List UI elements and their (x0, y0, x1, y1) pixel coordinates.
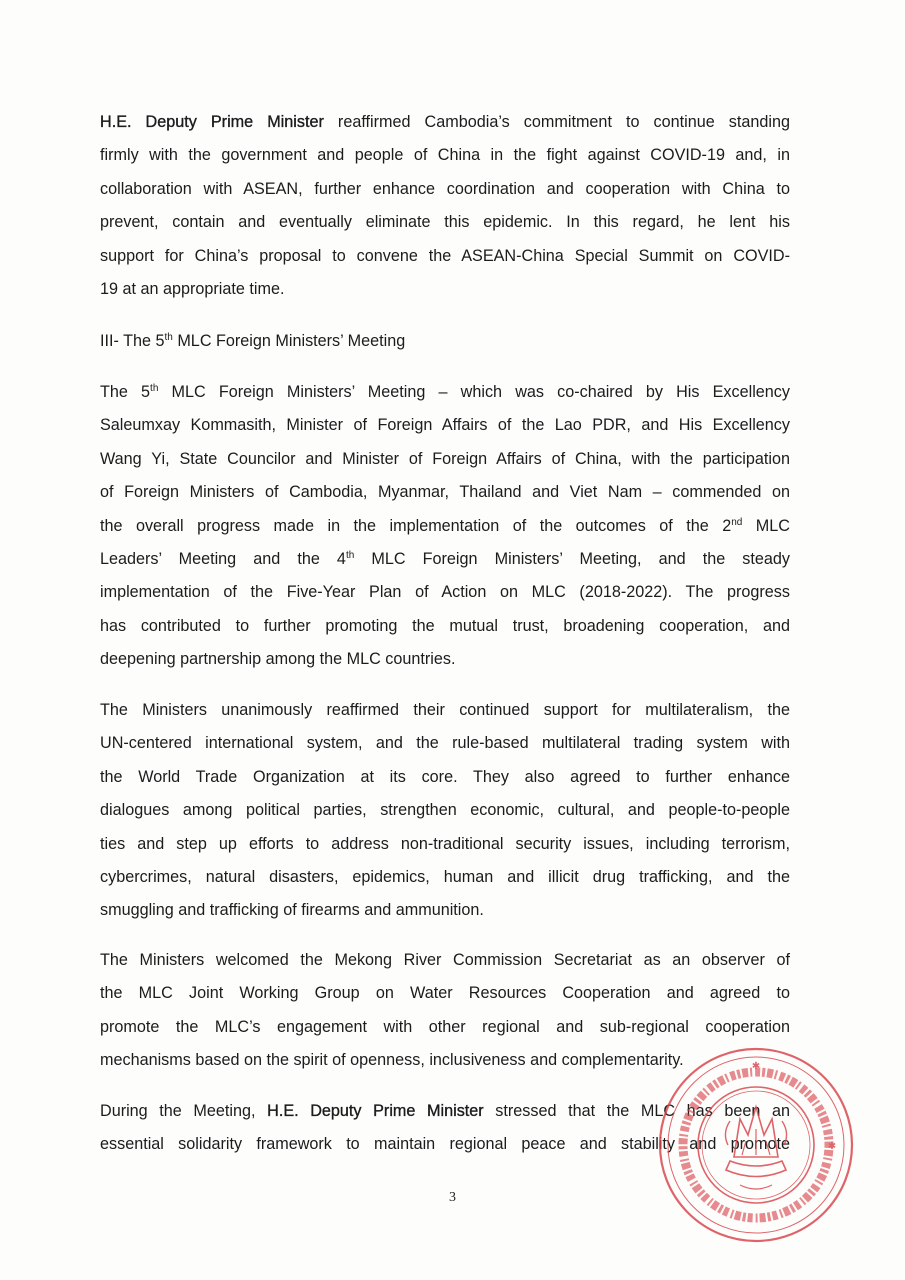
paragraph-ministers-welcomed: The Ministers welcomed the Mekong River Commission Secretariat as an observer of the MLC Joint Working Group on Water Resources Cooperation and agreed to promote the MLC’s engagement with other regional and sub-regional cooperation mechanisms based on the spirit of openness, inclusiveness and complementarity. (100, 951, 790, 1070)
paragraph-mlc-meeting: The 5th MLC Foreign Ministers’ Meeting – which was co-chaired by His Excellency Saleumxay Kommasith, Minister of Foreign Affairs of the Lao PDR, and His Excellency Wang Yi, State Councilor and Minister of Foreign Affairs of China, with the participation of Foreign Ministers of Cambodia, Myanmar, Thailand and Viet Nam – commended on the overall progress made in the implementation of the outcomes of the 2nd MLC Leaders’ Meeting and the 4th MLC Foreign Ministers’ Meeting, and the steady implementation of the Five-Year Plan of Action on MLC (2018-2022). The progress has contributed to further promoting the mutual trust, broadening cooperation, and deepening partnership among the MLC countries. (100, 383, 791, 669)
svg-text:✱: ✱ (827, 1141, 837, 1152)
page-number: 3 (449, 1190, 456, 1205)
bold-lead: H.E. Deputy Prime Minister (267, 1102, 484, 1120)
svg-text:✱: ✱ (751, 1061, 761, 1072)
section-heading: III- The 5th MLC Foreign Ministers’ Meeting (100, 332, 406, 350)
paragraph-deputy-pm-reaffirmation: H.E. Deputy Prime Minister reaffirmed Cambodia’s commitment to continue standing firmly with the government and people of China in the fight against COVID-19 and, in collaboration with ASEAN, further enhance coordination and cooperation with China to prevent, contain and eventually eliminate this epidemic. In this regard, he lent his support for China’s proposal to convene the ASEAN-China Special Summit on COVID- 19 at an appropriate time. (100, 113, 790, 299)
paragraph-ministers-reaffirmed: The Ministers unanimously reaffirmed their continued support for multilateralism, the UN-centered international system, and the rule-based multilateral trading system with the World Trade Organization at its core. They also agreed to further enhance dialogues among political parties, strengthen economic, cultural, and people-to-people ties and step up efforts to address non-traditional security issues, including terrorism, cybercrimes, natural disasters, epidemics, human and illicit drug trafficking, and the smuggling and trafficking of firearms and ammunition. (100, 701, 790, 920)
bold-lead: H.E. Deputy Prime Minister (100, 113, 324, 131)
official-seal-stamp (656, 1045, 856, 1245)
paragraph-during-meeting: During the Meeting, H.E. Deputy Prime Minister stressed that the MLC has been an essential solidarity framework to maintain regional peace and stability and promote (100, 1102, 790, 1154)
